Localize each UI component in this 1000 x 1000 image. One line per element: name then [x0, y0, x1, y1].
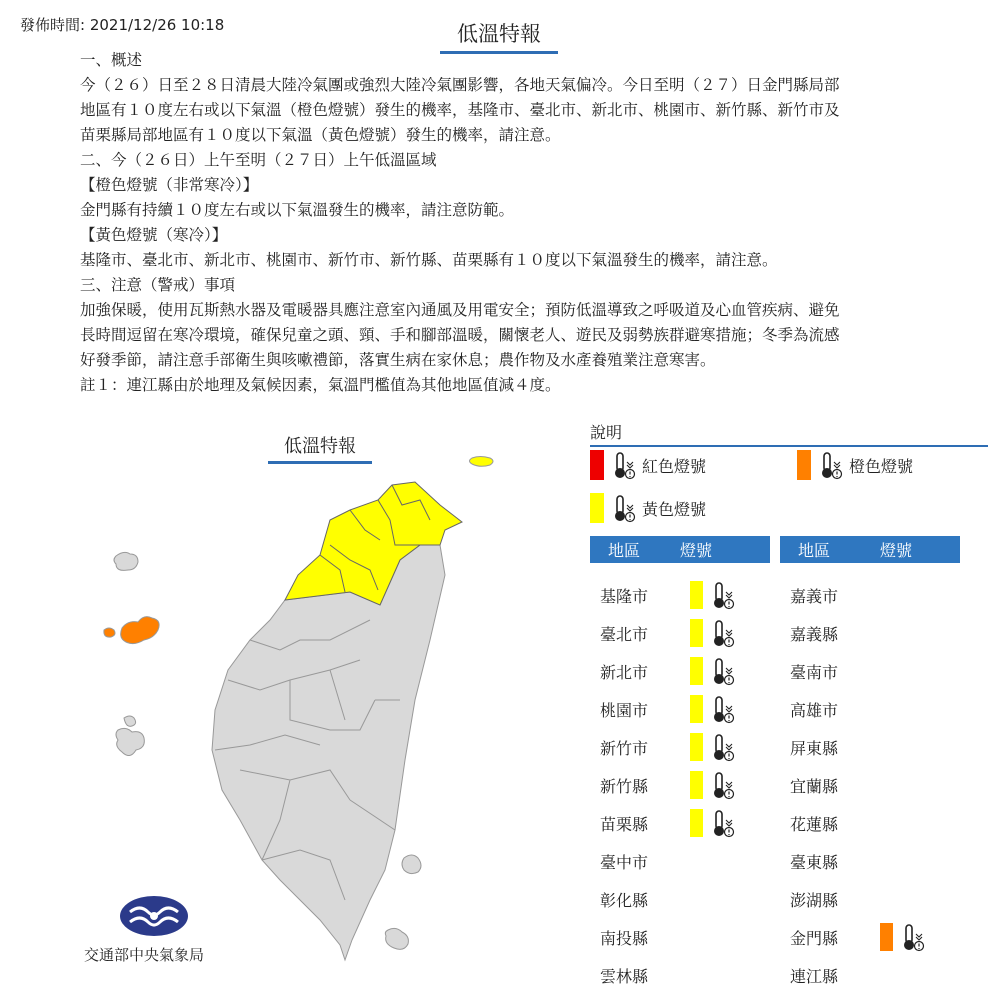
region-name: 新竹市: [600, 738, 649, 758]
bulletin-line: 基隆市、臺北市、新北市、桃園市、新竹市、新竹縣、苗栗縣有１０度以下氣溫發生的機率，請注意。: [80, 251, 778, 269]
map-title: 低溫特報: [268, 432, 372, 464]
table-row: [600, 956, 690, 994]
table-row: [600, 766, 735, 804]
bulletin-line: 二、今（２６日）上午至明（２７日）上午低溫區域: [80, 151, 437, 169]
table-row: [790, 614, 880, 652]
region-name: 金門縣: [790, 928, 839, 948]
legend-item-red: [590, 450, 706, 480]
region-name: 雲林縣: [600, 966, 649, 986]
table-row: [600, 690, 735, 728]
bulletin-line: 一、概述: [80, 51, 143, 69]
bulletin-line: 地區有１０度左右或以下氣溫（橙色燈號）發生的機率，基隆市、臺北市、新北市、桃園市、新竹縣、新竹市及: [80, 101, 840, 119]
legend-label: 橙色燈號: [849, 456, 914, 476]
orange-signal-bar: [880, 923, 893, 951]
region-name: 新北市: [600, 662, 649, 682]
region-name: 新竹縣: [600, 776, 649, 796]
thermometer-warning-icon: [709, 808, 735, 838]
cwb-logo-icon: [118, 894, 190, 938]
table-row: [790, 690, 880, 728]
thermometer-warning-icon: [709, 656, 735, 686]
bulletin-line: 【黃色燈號（寒冷）】: [80, 226, 228, 244]
table-row: [790, 804, 880, 842]
thermometer-warning-icon: [709, 732, 735, 762]
lesser-kinmen-island: [104, 628, 115, 637]
region-name: 臺中市: [600, 852, 649, 872]
region-name: 臺北市: [600, 624, 649, 644]
table-row: [600, 804, 735, 842]
col-signal: 燈號: [680, 541, 713, 560]
yellow-signal-bar: [690, 733, 703, 761]
table-row: [790, 918, 925, 956]
region-name: 嘉義縣: [790, 624, 839, 644]
page-title: 低溫特報: [440, 18, 558, 54]
table-row: [790, 652, 880, 690]
bulletin-line: 金門縣有持續１０度左右或以下氣溫發生的機率，請注意防範。: [80, 201, 515, 219]
region-name: 澎湖縣: [790, 890, 839, 910]
thermometer-warning-icon: [709, 580, 735, 610]
bulletin-line: 三、注意（警戒）事項: [80, 276, 236, 294]
taiwan-main-island: [212, 545, 445, 960]
region-name: 基隆市: [600, 586, 649, 606]
island: [124, 716, 136, 726]
table-row: [790, 576, 880, 614]
region-name: 屏東縣: [790, 738, 839, 758]
region-name: 宜蘭縣: [790, 776, 839, 796]
region-name: 高雄市: [790, 700, 839, 720]
legend-item-orange: [797, 450, 913, 480]
table-header-left: [590, 536, 770, 563]
legend-item-yellow: [590, 493, 706, 523]
yellow-swatch: [590, 493, 604, 523]
col-region: 地區: [798, 541, 831, 560]
penghu-island: [116, 728, 144, 755]
lienchiang-island: [470, 457, 494, 467]
table-row: [790, 956, 880, 994]
bulletin-line: 加強保暖，使用瓦斯熱水器及電暖器具應注意室內通風及用電安全；預防低溫導致之呼吸道及心血管疾病、避免: [80, 301, 840, 319]
agency-name: 交通部中央氣象局: [84, 946, 205, 964]
table-row: [790, 842, 880, 880]
yellow-signal-bar: [690, 581, 703, 609]
bulletin-line: 【橙色燈號（非常寒冷）】: [80, 176, 259, 194]
green-island: [402, 855, 421, 874]
thermometer-warning-icon: [610, 493, 636, 523]
col-signal: 燈號: [880, 541, 913, 560]
yellow-signal-bar: [690, 809, 703, 837]
bulletin-line: 今（２６）日至２８日清晨大陸冷氣團或強烈大陸冷氣團影響，各地天氣偏冷。今日至明（２７）日金門縣局部: [80, 76, 840, 94]
table-row: [790, 728, 880, 766]
yellow-signal-bar: [690, 657, 703, 685]
table-row: [600, 918, 690, 956]
region-name: 桃園市: [600, 700, 649, 720]
table-row: [790, 880, 880, 918]
bulletin-line: 長時間逗留在寒冷環境，確保兒童之頭、頸、手和腳部溫暖，關懷老人、遊民及弱勢族群避寒措施；冬季為流感: [80, 326, 840, 344]
table-row: [600, 614, 735, 652]
thermometer-warning-icon: [709, 694, 735, 724]
red-swatch: [590, 450, 604, 480]
yellow-signal-bar: [690, 695, 703, 723]
orange-swatch: [797, 450, 811, 480]
orchid-island: [385, 928, 408, 949]
region-name: 臺東縣: [790, 852, 839, 872]
thermometer-warning-icon: [817, 450, 843, 480]
bulletin-line: 好發季節，請注意手部衛生與咳嗽禮節，落實生病在家休息；農作物及水產養殖業注意寒害。: [80, 351, 716, 369]
legend-label: 黃色燈號: [642, 499, 707, 519]
region-name: 苗栗縣: [600, 814, 649, 834]
col-region: 地區: [608, 541, 641, 560]
region-name: 彰化縣: [600, 890, 649, 910]
region-name: 花蓮縣: [790, 814, 839, 834]
legend-label: 紅色燈號: [642, 456, 707, 476]
kinmen-island: [121, 617, 159, 644]
region-name: 嘉義市: [790, 586, 839, 606]
yellow-signal-bar: [690, 771, 703, 799]
region-name: 臺南市: [790, 662, 839, 682]
publish-time: 發佈時間: 2021/12/26 10:18: [20, 16, 225, 34]
region-name: 南投縣: [600, 928, 649, 948]
bulletin-line: 註１：連江縣由於地理及氣候因素，氣溫門檻值為其他地區值減４度。: [80, 376, 561, 394]
bulletin-text: [80, 48, 940, 398]
table-row: [600, 842, 690, 880]
bulletin-line: 苗栗縣局部地區有１０度以下氣溫（黃色燈號）發生的機率，請注意。: [80, 126, 561, 144]
legend-heading: 說明: [590, 420, 988, 447]
island: [114, 552, 138, 570]
table-row: [790, 766, 880, 804]
yellow-signal-bar: [690, 619, 703, 647]
table-row: [600, 652, 735, 690]
thermometer-warning-icon: [709, 770, 735, 800]
region-name: 連江縣: [790, 966, 839, 986]
thermometer-warning-icon: [899, 922, 925, 952]
table-row: [600, 880, 690, 918]
table-row: [600, 576, 735, 614]
table-header-right: [780, 536, 960, 563]
thermometer-warning-icon: [709, 618, 735, 648]
thermometer-warning-icon: [610, 450, 636, 480]
taiwan-map: [0, 400, 500, 1000]
table-row: [600, 728, 735, 766]
